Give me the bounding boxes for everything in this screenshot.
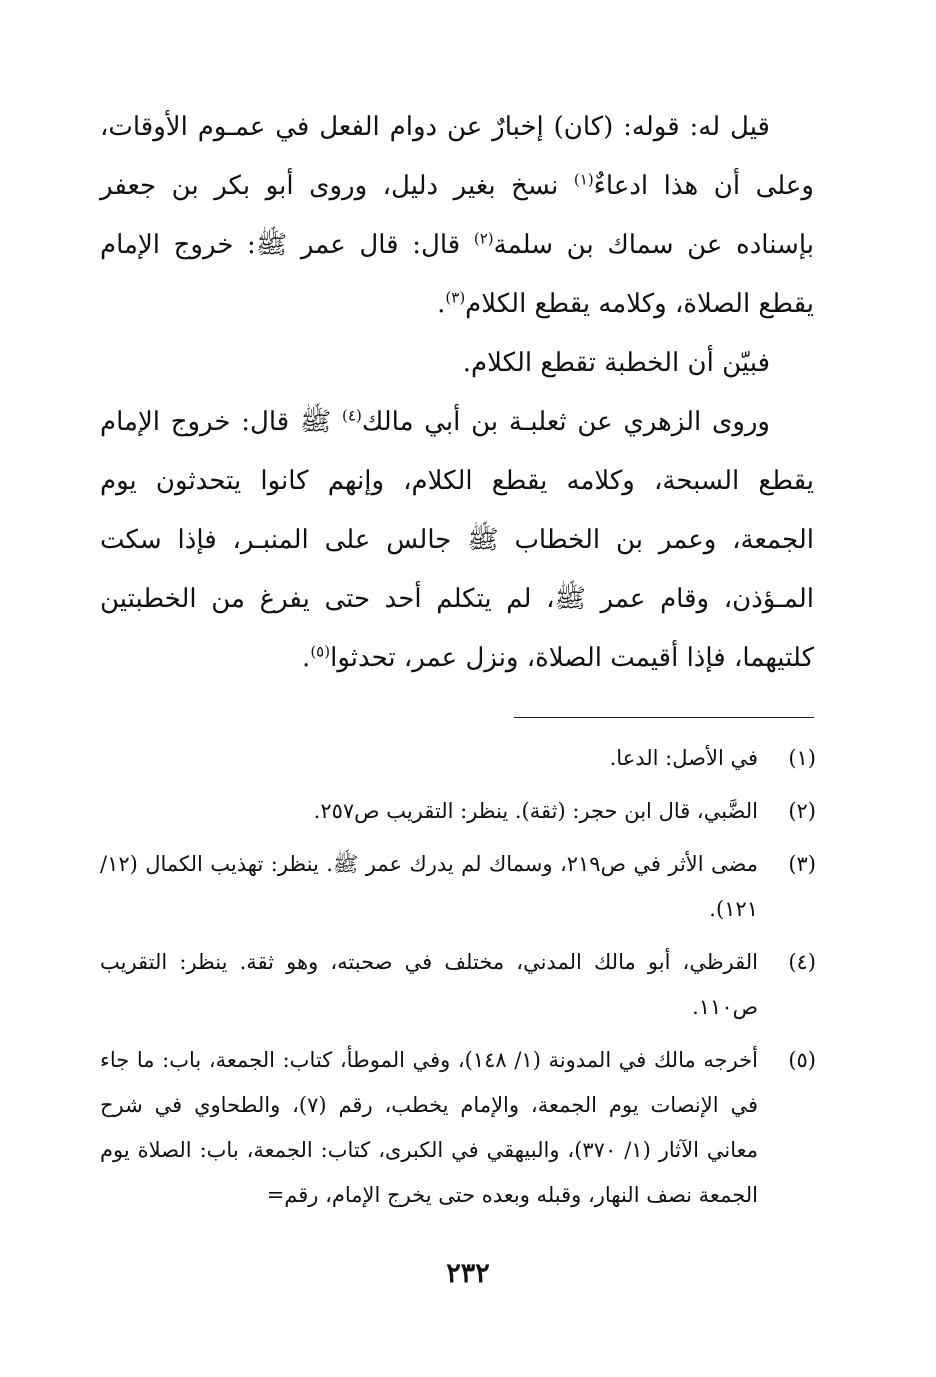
footnote-number: (٤) [788,950,816,974]
footnote-ref-5: (٥) [310,642,331,661]
paragraph-1-part-1: قيل له: قوله: (كان) إخبارٌ عن دوام الفعل في عمـوم الأوقات، وعلى أن هذا ادعاءٌ [100,112,814,201]
paragraph-1 [100,98,814,334]
footnote-2 [100,789,816,834]
footnote-ref-1: (١) [573,170,594,189]
paragraph-3-part-2: ﷺ قال: خروج الإمام يقطع السبحة، وكلامه يقطع الكلام، وإنهم كانوا يتحدثون يوم الجمعة، وعمر بن الخطاب ﷺ جالس على المنبـر، فإذا سكت المـؤذن، وقام عمر ﷺ، لم يتكلم أحد حتى يفرغ من الخطبتين كلتيهما، فإذا أقيمت الصلاة، ونزل عمر، تحدثوا [100,407,814,673]
paragraph-1-part-4: . [437,289,446,319]
footnote-text: في الأصل: الدعا. [609,746,758,770]
paragraph-3-part-1: وروى الزهري عن ثعلبـة بن أبي مالك [361,407,770,437]
footnote-separator [514,717,814,718]
footnote-number: (١) [788,746,816,770]
main-text [100,98,814,688]
paragraph-1-part-2: نسخ بغير دليل، وروى أبو بكر بن جعفر بإسناده عن سماك بن سلمة [100,171,814,260]
paragraph-2: فبيّن أن الخطبة تقطع الكلام. [462,348,770,378]
footnote-3 [100,842,816,932]
footnotes [100,736,816,1226]
footnote-number: (٢) [788,799,816,823]
footnote-text: القرظي، أبو مالك المدني، مختلف في صحبته، وهو ثقة. ينظر: التقريب ص١١٠. [100,950,758,1019]
page-number: ٢٣٢ [446,1258,490,1289]
footnote-1 [100,736,816,781]
footnote-4 [100,940,816,1030]
footnote-number: (٣) [788,852,816,876]
paragraph-3 [100,393,814,688]
footnote-ref-4: (٤) [342,406,362,425]
footnote-text: الضَّبي، قال ابن حجر: (ثقة). ينظر: التقريب ص٢٥٧. [313,799,758,823]
footnote-text: مضى الأثر في ص٢١٩، وسماك لم يدرك عمر ﷺ. ينظر: تهذيب الكمال (١٢/ ١٢١). [100,852,758,921]
footnote-text: أخرجه مالك في المدونة (١/ ١٤٨)، وفي الموطأ، كتاب: الجمعة، باب: ما جاء في الإنصات يوم الجمعة، والإمام يخطب، رقم (٧)، والطحاوي في شرح معاني الآثار (١/ ٣٧٠)، والبيهقي في الكبرى، كتاب: الجمعة، باب: الصلاة يوم الجمعة نصف النهار، وقبله وبعده حتى يخرج الإمام، رقم= [100,1048,758,1207]
footnote-ref-2: (٢) [473,229,494,248]
paragraph-3-part-3: . [302,643,311,673]
footnote-number: (٥) [788,1048,816,1072]
paragraph-1-part-3: قال: قال عمر ﷺ: خروج الإمام يقطع الصلاة، وكلامه يقطع الكلام [100,230,814,319]
footnote-ref-3: (٣) [445,288,466,307]
footnote-5 [100,1038,816,1218]
